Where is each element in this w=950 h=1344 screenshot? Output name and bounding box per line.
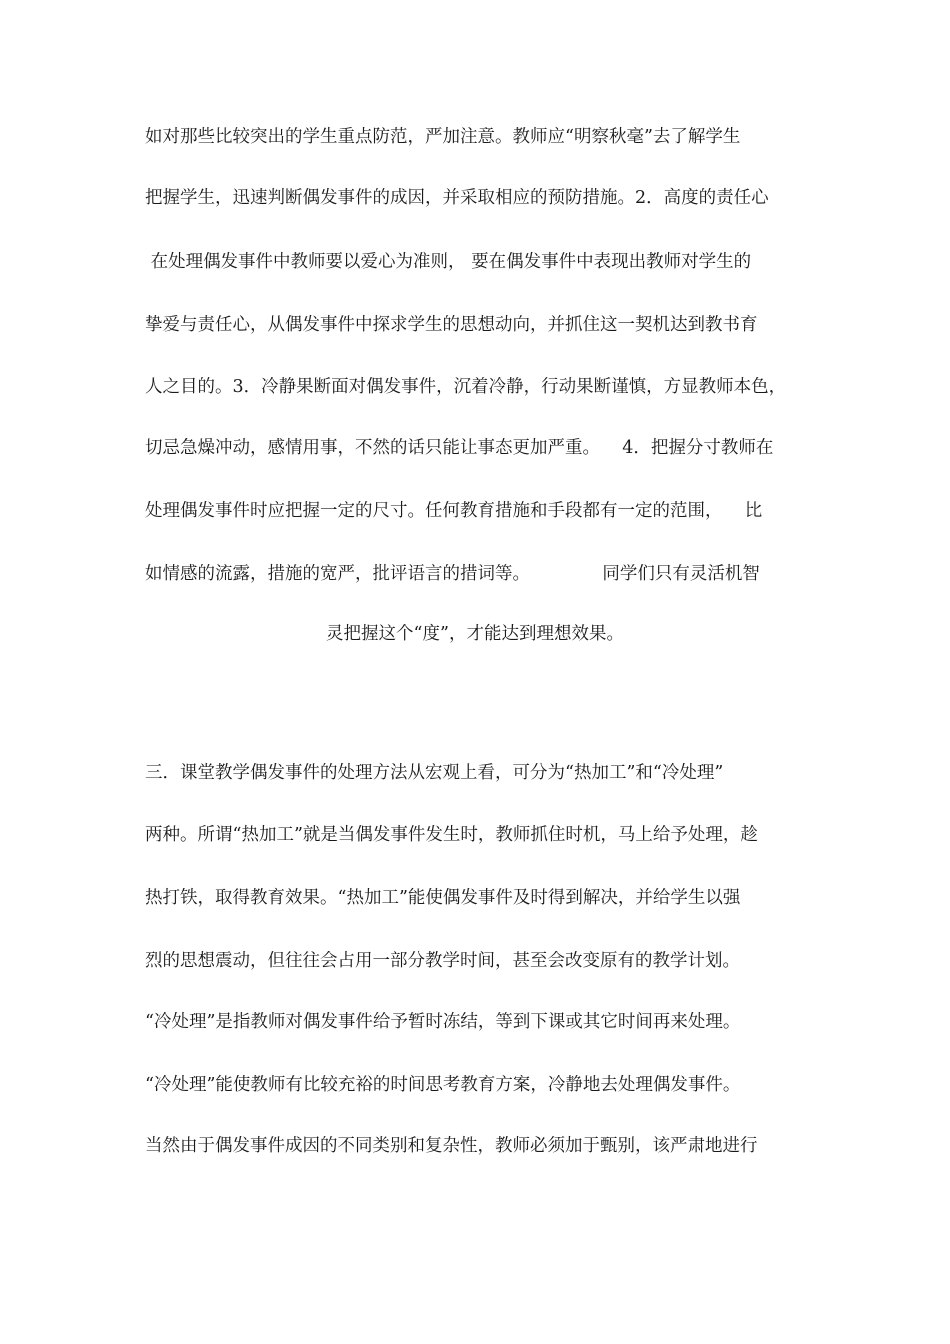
- text-line: 切忌急燥冲动，感情用事，不然的话只能让事态更加严重。 4．把握分寸教师在: [145, 438, 774, 458]
- text-line: 如对那些比较突出的学生重点防范，严加注意。教师应“明察秋毫”去了解学生: [145, 127, 741, 147]
- text-line-centered: 灵把握这个“度”，才能达到理想效果。: [326, 624, 624, 644]
- text-line: 处理偶发事件时应把握一定的尺寸。任何教育措施和手段都有一定的范围， 比: [145, 501, 763, 521]
- text-line: 人之目的。3．冷静果断面对偶发事件，沉着冷静，行动果断谨慎，方显教师本色，: [145, 377, 787, 397]
- text-line: 如情感的流露，措施的宽严，批评语言的措词等。 同学们只有灵活机智: [145, 564, 760, 584]
- text-line: “冷处理”是指教师对偶发事件给予暂时冻结，等到下课或其它时间再来处理。: [145, 1012, 741, 1032]
- text-line: 在处理偶发事件中教师要以爱心为准则， 要在偶发事件中表现出教师对学生的: [145, 252, 752, 272]
- text-line: 当然由于偶发事件成因的不同类别和复杂性，教师必须加于甄别，该严肃地进行: [145, 1136, 758, 1156]
- text-line: “冷处理”能使教师有比较充裕的时间思考教育方案，冷静地去处理偶发事件。: [145, 1075, 741, 1095]
- text-line: 三．课堂教学偶发事件的处理方法从宏观上看，可分为“热加工”和“冷处理”: [145, 763, 724, 783]
- text-line: 热打铁，取得教育效果。“热加工”能使偶发事件及时得到解决，并给学生以强: [145, 888, 741, 908]
- text-line: 挚爱与责任心，从偶发事件中探求学生的思想动向，并抓住这一契机达到教书育: [145, 315, 758, 335]
- text-line: 烈的思想震动，但往往会占用一部分教学时间，甚至会改变原有的教学计划。: [145, 951, 740, 971]
- text-line: 把握学生，迅速判断偶发事件的成因，并采取相应的预防措施。2．高度的责任心: [145, 188, 769, 208]
- text-line: 两种。所谓“热加工”就是当偶发事件发生时，教师抓住时机，马上给予处理，趁: [145, 825, 758, 845]
